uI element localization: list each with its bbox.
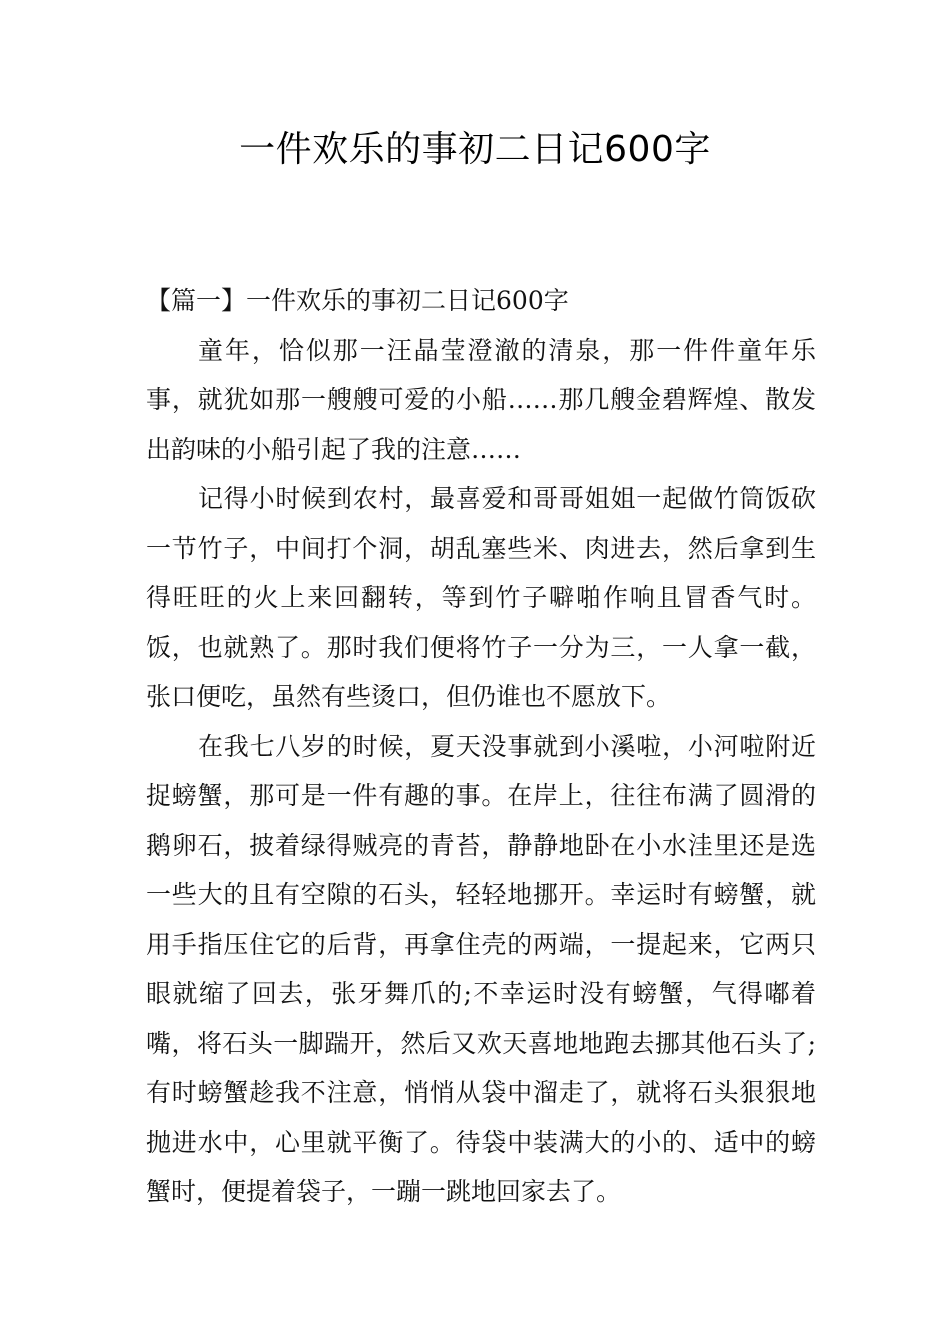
paragraph-2: 记得小时候到农村，最喜爱和哥哥姐姐一起做竹筒饭砍一节竹子，中间打个洞，胡乱塞些米、肉进去，然后拿到生得旺旺的火上来回翻转，等到竹子噼啪作响且冒香气时。饭，也就熟了。那时我们便将竹子一分为三，一人拿一截，张口便吃，虽然有些烫口，但仍谁也不愿放下。 bbox=[146, 484, 816, 711]
section-heading: 【篇一】一件欢乐的事初二日记600字 bbox=[146, 286, 569, 315]
paragraph-3: 在我七八岁的时候，夏天没事就到小溪啦，小河啦附近捉螃蟹，那可是一件有趣的事。在岸上，往往布满了圆滑的鹅卵石，披着绿得贼亮的青苔，静静地卧在小水洼里还是选一些大的且有空隙的石头，轻轻地挪开。幸运时有螃蟹，就用手指压住它的后背，再拿住壳的两端，一提起来，它两只眼就缩了回去，张牙舞爪的;不幸运时没有螃蟹，气得嘟着嘴，将石头一脚踹开，然后又欢天喜地地跑去挪其他石头了;有时螃蟹趁我不注意，悄悄从袋中溜走了，就将石头狠狠地抛进水中，心里就平衡了。待袋中装满大的小的、适中的螃蟹时，便提着袋子，一蹦一跳地回家去了。 bbox=[146, 731, 816, 1206]
document-body bbox=[146, 276, 816, 1217]
paragraph-1: 童年，恰似那一汪晶莹澄澈的清泉，那一件件童年乐事，就犹如那一艘艘可爱的小船……那几艘金碧辉煌、散发出韵味的小船引起了我的注意…… bbox=[146, 335, 816, 464]
document-title: 一件欢乐的事初二日记600字 bbox=[239, 129, 711, 170]
